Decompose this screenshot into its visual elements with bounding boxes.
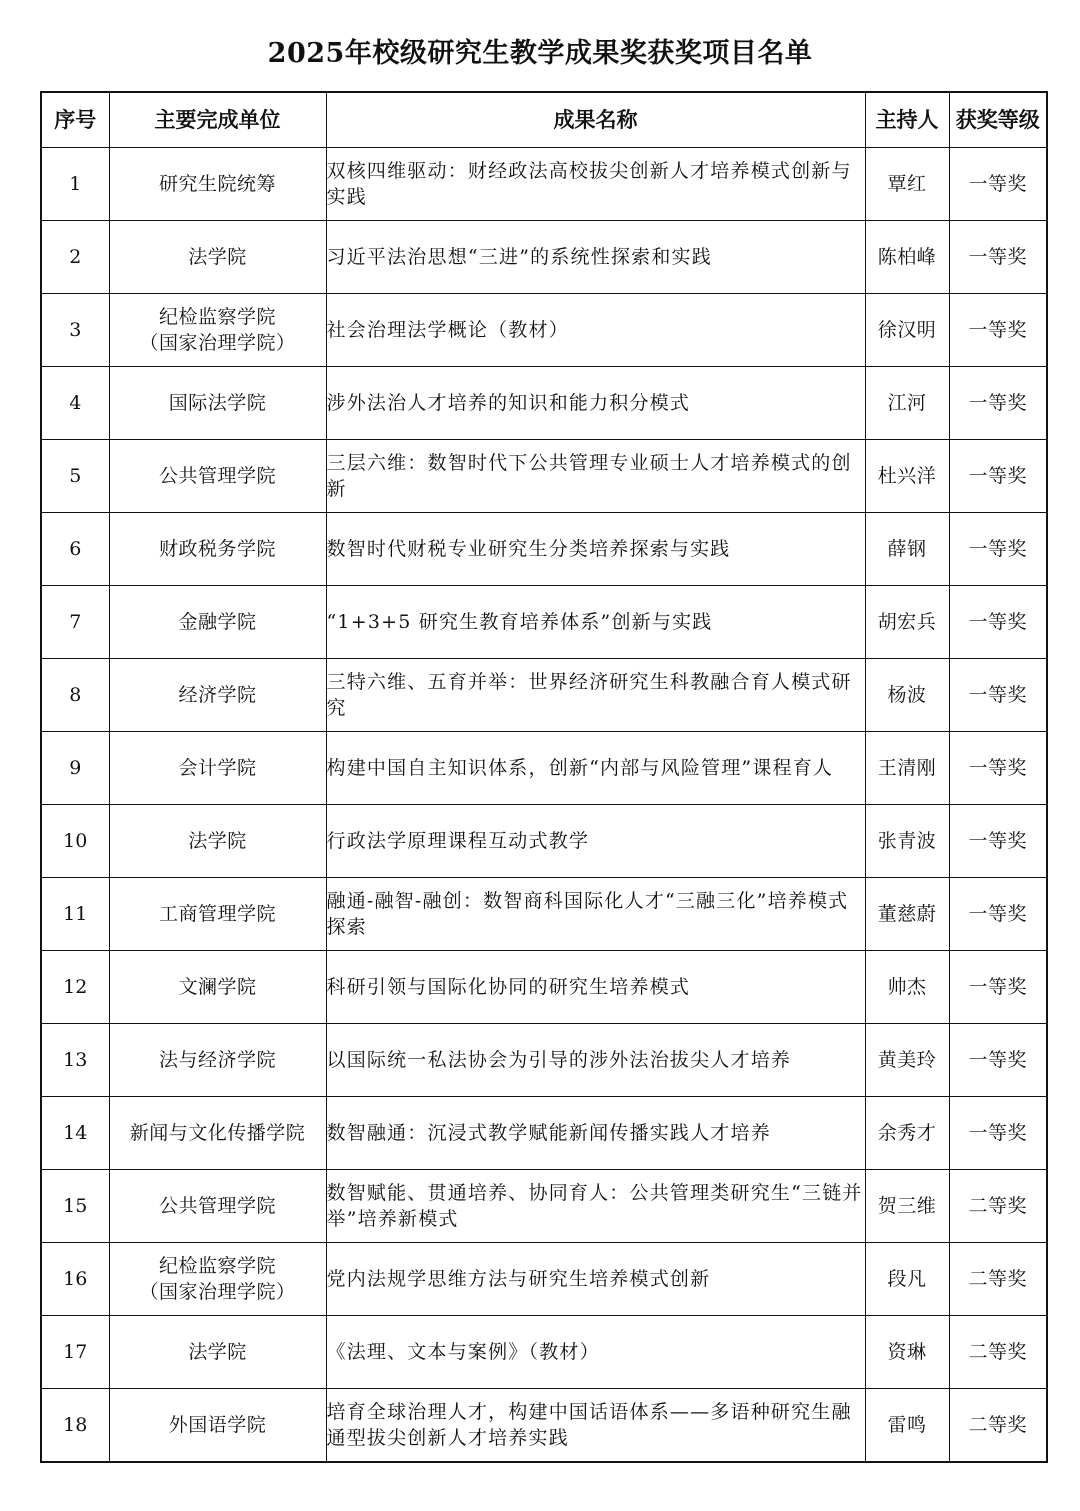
- host-name: 胡宏兵: [865, 586, 949, 659]
- host-name: 帅杰: [865, 951, 949, 1024]
- completion-unit: [109, 805, 326, 878]
- completion-unit-name: 外国语学院: [168, 1414, 267, 1436]
- table-row: [41, 1316, 1047, 1389]
- table-row: [41, 951, 1047, 1024]
- award-level: 一等奖: [949, 732, 1047, 805]
- host-name: 徐汉明: [865, 294, 949, 367]
- completion-unit: [109, 1024, 326, 1097]
- row-number: 14: [41, 1097, 109, 1170]
- completion-unit: [109, 1389, 326, 1463]
- completion-unit: [109, 367, 326, 440]
- row-number: 18: [41, 1389, 109, 1463]
- awards-table: [40, 91, 1048, 1463]
- award-level: 二等奖: [949, 1316, 1047, 1389]
- host-name: 杨波: [865, 659, 949, 732]
- host-name: 雷鸣: [865, 1389, 949, 1463]
- achievement-title: 三特六维、五育并举：世界经济研究生科教融合育人模式研究: [326, 659, 865, 732]
- award-level: 二等奖: [949, 1170, 1047, 1243]
- table-row: [41, 659, 1047, 732]
- achievement-title: 《法理、文本与案例》（教材）: [326, 1316, 865, 1389]
- table-row: [41, 148, 1047, 221]
- row-number: 12: [41, 951, 109, 1024]
- header-level: 获奖等级: [949, 92, 1047, 148]
- completion-unit: [109, 732, 326, 805]
- completion-unit: [109, 586, 326, 659]
- header-unit: 主要完成单位: [109, 92, 326, 148]
- completion-unit: [109, 1243, 326, 1316]
- completion-unit: [109, 294, 326, 367]
- host-name: 陈柏峰: [865, 221, 949, 294]
- completion-unit-name: 公共管理学院: [158, 465, 276, 487]
- header-no: 序号: [41, 92, 109, 148]
- row-number: 7: [41, 586, 109, 659]
- award-level: 一等奖: [949, 440, 1047, 513]
- award-level: 一等奖: [949, 367, 1047, 440]
- header-title: 成果名称: [326, 92, 865, 148]
- completion-unit: [109, 878, 326, 951]
- award-level: 一等奖: [949, 586, 1047, 659]
- row-number: 16: [41, 1243, 109, 1316]
- table-row: [41, 1243, 1047, 1316]
- host-name: 段凡: [865, 1243, 949, 1316]
- table-row: [41, 805, 1047, 878]
- host-name: 张青波: [865, 805, 949, 878]
- row-number: 17: [41, 1316, 109, 1389]
- completion-unit: [109, 440, 326, 513]
- row-number: 15: [41, 1170, 109, 1243]
- award-level: 一等奖: [949, 1024, 1047, 1097]
- achievement-title: 数智赋能、贯通培养、协同育人：公共管理类研究生“三链并举”培养新模式: [326, 1170, 865, 1243]
- completion-unit: [109, 951, 326, 1024]
- award-level: 一等奖: [949, 221, 1047, 294]
- achievement-title: 社会治理法学概论（教材）: [326, 294, 865, 367]
- page-title: 2025年校级研究生教学成果奖获奖项目名单: [267, 38, 813, 69]
- completion-unit: [109, 1097, 326, 1170]
- completion-unit-name: 法学院: [188, 830, 247, 852]
- row-number: 3: [41, 294, 109, 367]
- host-name: 余秀才: [865, 1097, 949, 1170]
- row-number: 4: [41, 367, 109, 440]
- achievement-title: 涉外法治人才培养的知识和能力积分模式: [326, 367, 865, 440]
- achievement-title: 党内法规学思维方法与研究生培养模式创新: [326, 1243, 865, 1316]
- table-row: [41, 1170, 1047, 1243]
- completion-unit: [109, 1316, 326, 1389]
- completion-unit-subname: （国家治理学院）: [139, 1281, 296, 1303]
- host-name: 贺三维: [865, 1170, 949, 1243]
- completion-unit-name: 财政税务学院: [158, 538, 276, 560]
- completion-unit-name: 纪检监察学院: [158, 306, 276, 328]
- table-row: [41, 586, 1047, 659]
- completion-unit-name: 法学院: [188, 1341, 247, 1363]
- completion-unit-name: 金融学院: [178, 611, 257, 633]
- award-level: 一等奖: [949, 513, 1047, 586]
- completion-unit-name: 法与经济学院: [158, 1049, 276, 1071]
- achievement-title: 行政法学原理课程互动式教学: [326, 805, 865, 878]
- table-row: [41, 878, 1047, 951]
- achievement-title: 融通-融智-融创：数智商科国际化人才“三融三化”培养模式探索: [326, 878, 865, 951]
- achievement-title: 三层六维：数智时代下公共管理专业硕士人才培养模式的创新: [326, 440, 865, 513]
- table-row: [41, 1389, 1047, 1463]
- row-number: 8: [41, 659, 109, 732]
- row-number: 11: [41, 878, 109, 951]
- table-row: [41, 513, 1047, 586]
- award-level: 一等奖: [949, 659, 1047, 732]
- achievement-title: “1+3+5 研究生教育培养体系”创新与实践: [326, 586, 865, 659]
- completion-unit-name: 研究生院统筹: [158, 173, 276, 195]
- achievement-title: 习近平法治思想“三进”的系统性探索和实践: [326, 221, 865, 294]
- achievement-title: 数智融通：沉浸式教学赋能新闻传播实践人才培养: [326, 1097, 865, 1170]
- table-row: [41, 440, 1047, 513]
- host-name: 资琳: [865, 1316, 949, 1389]
- table-row: [41, 1024, 1047, 1097]
- completion-unit: [109, 148, 326, 221]
- host-name: 杜兴洋: [865, 440, 949, 513]
- award-level: 一等奖: [949, 951, 1047, 1024]
- row-number: 10: [41, 805, 109, 878]
- table-row: [41, 221, 1047, 294]
- completion-unit: [109, 659, 326, 732]
- award-level: 一等奖: [949, 878, 1047, 951]
- achievement-title: 数智时代财税专业研究生分类培养探索与实践: [326, 513, 865, 586]
- completion-unit-name: 法学院: [188, 246, 247, 268]
- award-level: 一等奖: [949, 805, 1047, 878]
- row-number: 9: [41, 732, 109, 805]
- award-level: 一等奖: [949, 1097, 1047, 1170]
- award-level: 一等奖: [949, 148, 1047, 221]
- award-level: 二等奖: [949, 1243, 1047, 1316]
- table-row: [41, 367, 1047, 440]
- table-body: [41, 148, 1047, 1463]
- completion-unit-name: 公共管理学院: [158, 1195, 276, 1217]
- completion-unit-name: 经济学院: [178, 684, 257, 706]
- award-level: 二等奖: [949, 1389, 1047, 1463]
- completion-unit-subname: （国家治理学院）: [139, 332, 296, 354]
- completion-unit: [109, 1170, 326, 1243]
- table-header-row: [41, 92, 1047, 148]
- host-name: 黄美玲: [865, 1024, 949, 1097]
- row-number: 6: [41, 513, 109, 586]
- award-level: 一等奖: [949, 294, 1047, 367]
- completion-unit-name: 新闻与文化传播学院: [129, 1122, 306, 1144]
- row-number: 13: [41, 1024, 109, 1097]
- host-name: 董慈蔚: [865, 878, 949, 951]
- completion-unit-name: 工商管理学院: [158, 903, 276, 925]
- header-host: 主持人: [865, 92, 949, 148]
- host-name: 王清刚: [865, 732, 949, 805]
- table-row: [41, 294, 1047, 367]
- completion-unit: [109, 221, 326, 294]
- completion-unit-name: 文澜学院: [178, 976, 257, 998]
- achievement-title: 培育全球治理人才，构建中国话语体系——多语种研究生融通型拔尖创新人才培养实践: [326, 1389, 865, 1463]
- completion-unit: [109, 513, 326, 586]
- achievement-title: 科研引领与国际化协同的研究生培养模式: [326, 951, 865, 1024]
- row-number: 2: [41, 221, 109, 294]
- achievement-title: 双核四维驱动：财经政法高校拔尖创新人才培养模式创新与实践: [326, 148, 865, 221]
- host-name: 覃红: [865, 148, 949, 221]
- achievement-title: 构建中国自主知识体系，创新“内部与风险管理”课程育人: [326, 732, 865, 805]
- completion-unit-name: 纪检监察学院: [158, 1255, 276, 1277]
- table-row: [41, 732, 1047, 805]
- host-name: 薛钢: [865, 513, 949, 586]
- row-number: 1: [41, 148, 109, 221]
- table-row: [41, 1097, 1047, 1170]
- achievement-title: 以国际统一私法协会为引导的涉外法治拔尖人才培养: [326, 1024, 865, 1097]
- completion-unit-name: 会计学院: [178, 757, 257, 779]
- row-number: 5: [41, 440, 109, 513]
- host-name: 江河: [865, 367, 949, 440]
- completion-unit-name: 国际法学院: [168, 392, 267, 414]
